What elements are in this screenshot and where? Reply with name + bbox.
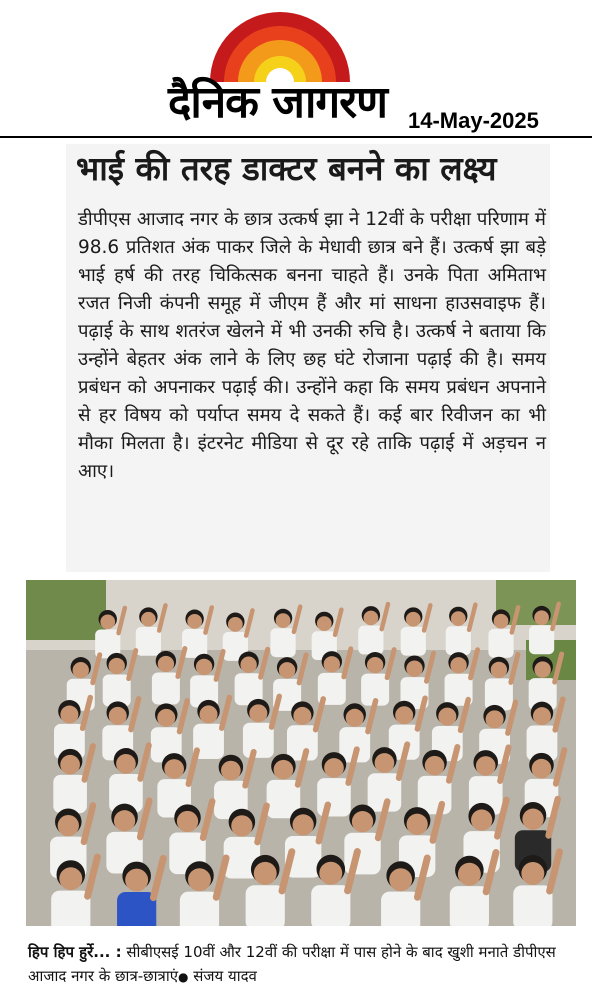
caption-lead: हिप हिप हुर्रे... : bbox=[28, 943, 122, 961]
student-face bbox=[188, 868, 211, 891]
student-face bbox=[293, 707, 311, 725]
student-face bbox=[317, 616, 332, 631]
student-face bbox=[249, 704, 267, 722]
student-face bbox=[60, 755, 80, 775]
student-face bbox=[125, 869, 148, 892]
student-face bbox=[346, 709, 364, 727]
caption-bullet: ● bbox=[178, 970, 189, 984]
student-face bbox=[438, 708, 456, 726]
student-face bbox=[279, 662, 295, 678]
student-face bbox=[486, 710, 504, 728]
article-headline: भाई की तरह डाक्टर बनने का लक्ष्य bbox=[76, 149, 497, 188]
article-body: डीपीएस आजाद नगर के छात्र उत्कर्ष झा ने 12वीं के परीक्षा परिणाम में 98.6 प्रतिशत अंक पाकर जिले के मेधावी छात्र बने हैं। उत्कर्ष झा बड़े भाई हर्ष की तरह चिकित्सक बनना चाहते हैं। उनके पिता अमिताभ रजत निजी कंपनी समूह में जीएम हैं और मां साधना हाउसवाइफ हैं। पढ़ाई के साथ शतरंज खेलने में भी उनकी रुचि है। उत्कर्ष ने बताया कि उन्होंने बेहतर अंक लाने के लिए छह घंटे रोजाना पढ़ाई की है। समय प्रबंधन को अपनाकर पढ़ाई की। उन्होंने कहा कि समय प्रबंधन अपनाने से हर विषय को पर्याप्त समय दे सकते हैं। कई बार रिवीजन का भी मौका मिलता है। इंटरनेट मीडिया से दूर रहे ताकि पढ़ाई में अड़चन न आए। bbox=[78, 209, 546, 482]
student-face bbox=[532, 759, 552, 779]
student-face bbox=[164, 759, 184, 779]
student-face bbox=[491, 662, 507, 678]
celebration-photo bbox=[26, 580, 576, 926]
student-face bbox=[450, 657, 466, 673]
student-face bbox=[352, 811, 373, 832]
student-face bbox=[276, 613, 291, 628]
student-face bbox=[157, 709, 175, 727]
student-face bbox=[73, 662, 89, 678]
student-face bbox=[367, 657, 383, 673]
student-face bbox=[292, 814, 313, 835]
student-face bbox=[177, 811, 198, 832]
student-face bbox=[100, 614, 115, 629]
student-face bbox=[59, 867, 82, 890]
student-face bbox=[60, 706, 78, 724]
student-face bbox=[534, 661, 550, 677]
student-face bbox=[231, 815, 252, 836]
student-face bbox=[451, 611, 466, 626]
student-face bbox=[407, 814, 428, 835]
student-face bbox=[458, 863, 481, 886]
student-face bbox=[240, 657, 256, 673]
student-face bbox=[375, 753, 395, 773]
student-face bbox=[406, 612, 421, 627]
student-face bbox=[228, 617, 243, 632]
photo-credit: संजय यादव bbox=[193, 967, 257, 985]
student-face bbox=[476, 756, 496, 776]
student-face bbox=[324, 758, 344, 778]
sun-logo-icon bbox=[200, 4, 360, 84]
students-celebrating-image bbox=[26, 580, 576, 926]
masthead bbox=[0, 0, 592, 140]
student-face bbox=[114, 810, 135, 831]
student-face bbox=[521, 862, 544, 885]
masthead-rule bbox=[0, 136, 592, 138]
student-face bbox=[187, 614, 202, 629]
student-face bbox=[395, 706, 413, 724]
student-face bbox=[221, 761, 241, 781]
student-face bbox=[158, 656, 174, 672]
student-face bbox=[494, 614, 509, 629]
caption-text: सीबीएसई 10वीं और 12वीं की परीक्षा में पास होने के बाद खुशी मनाते डीपीएस आजाद नगर के छात्र-छात्राएं bbox=[28, 943, 556, 985]
student-face bbox=[196, 659, 212, 675]
student-face bbox=[58, 815, 79, 836]
student-face bbox=[200, 705, 218, 723]
student-face bbox=[533, 707, 551, 725]
student-face bbox=[141, 612, 156, 627]
student-face bbox=[324, 656, 340, 672]
student-face bbox=[109, 707, 127, 725]
student-face bbox=[116, 754, 136, 774]
student-face bbox=[319, 862, 342, 885]
student-face bbox=[406, 660, 422, 676]
student-face bbox=[274, 760, 294, 780]
student-face bbox=[425, 756, 445, 776]
publication-date: 14-May-2025 bbox=[408, 108, 539, 133]
student-face bbox=[364, 611, 379, 626]
student-face bbox=[522, 809, 543, 830]
student-face bbox=[534, 610, 549, 625]
student-face bbox=[254, 862, 277, 885]
student-face bbox=[389, 868, 412, 891]
student-face bbox=[471, 809, 492, 830]
photo-caption bbox=[28, 940, 573, 989]
paper-name: दैनिक जागरण bbox=[168, 77, 387, 128]
student-face bbox=[109, 658, 125, 674]
